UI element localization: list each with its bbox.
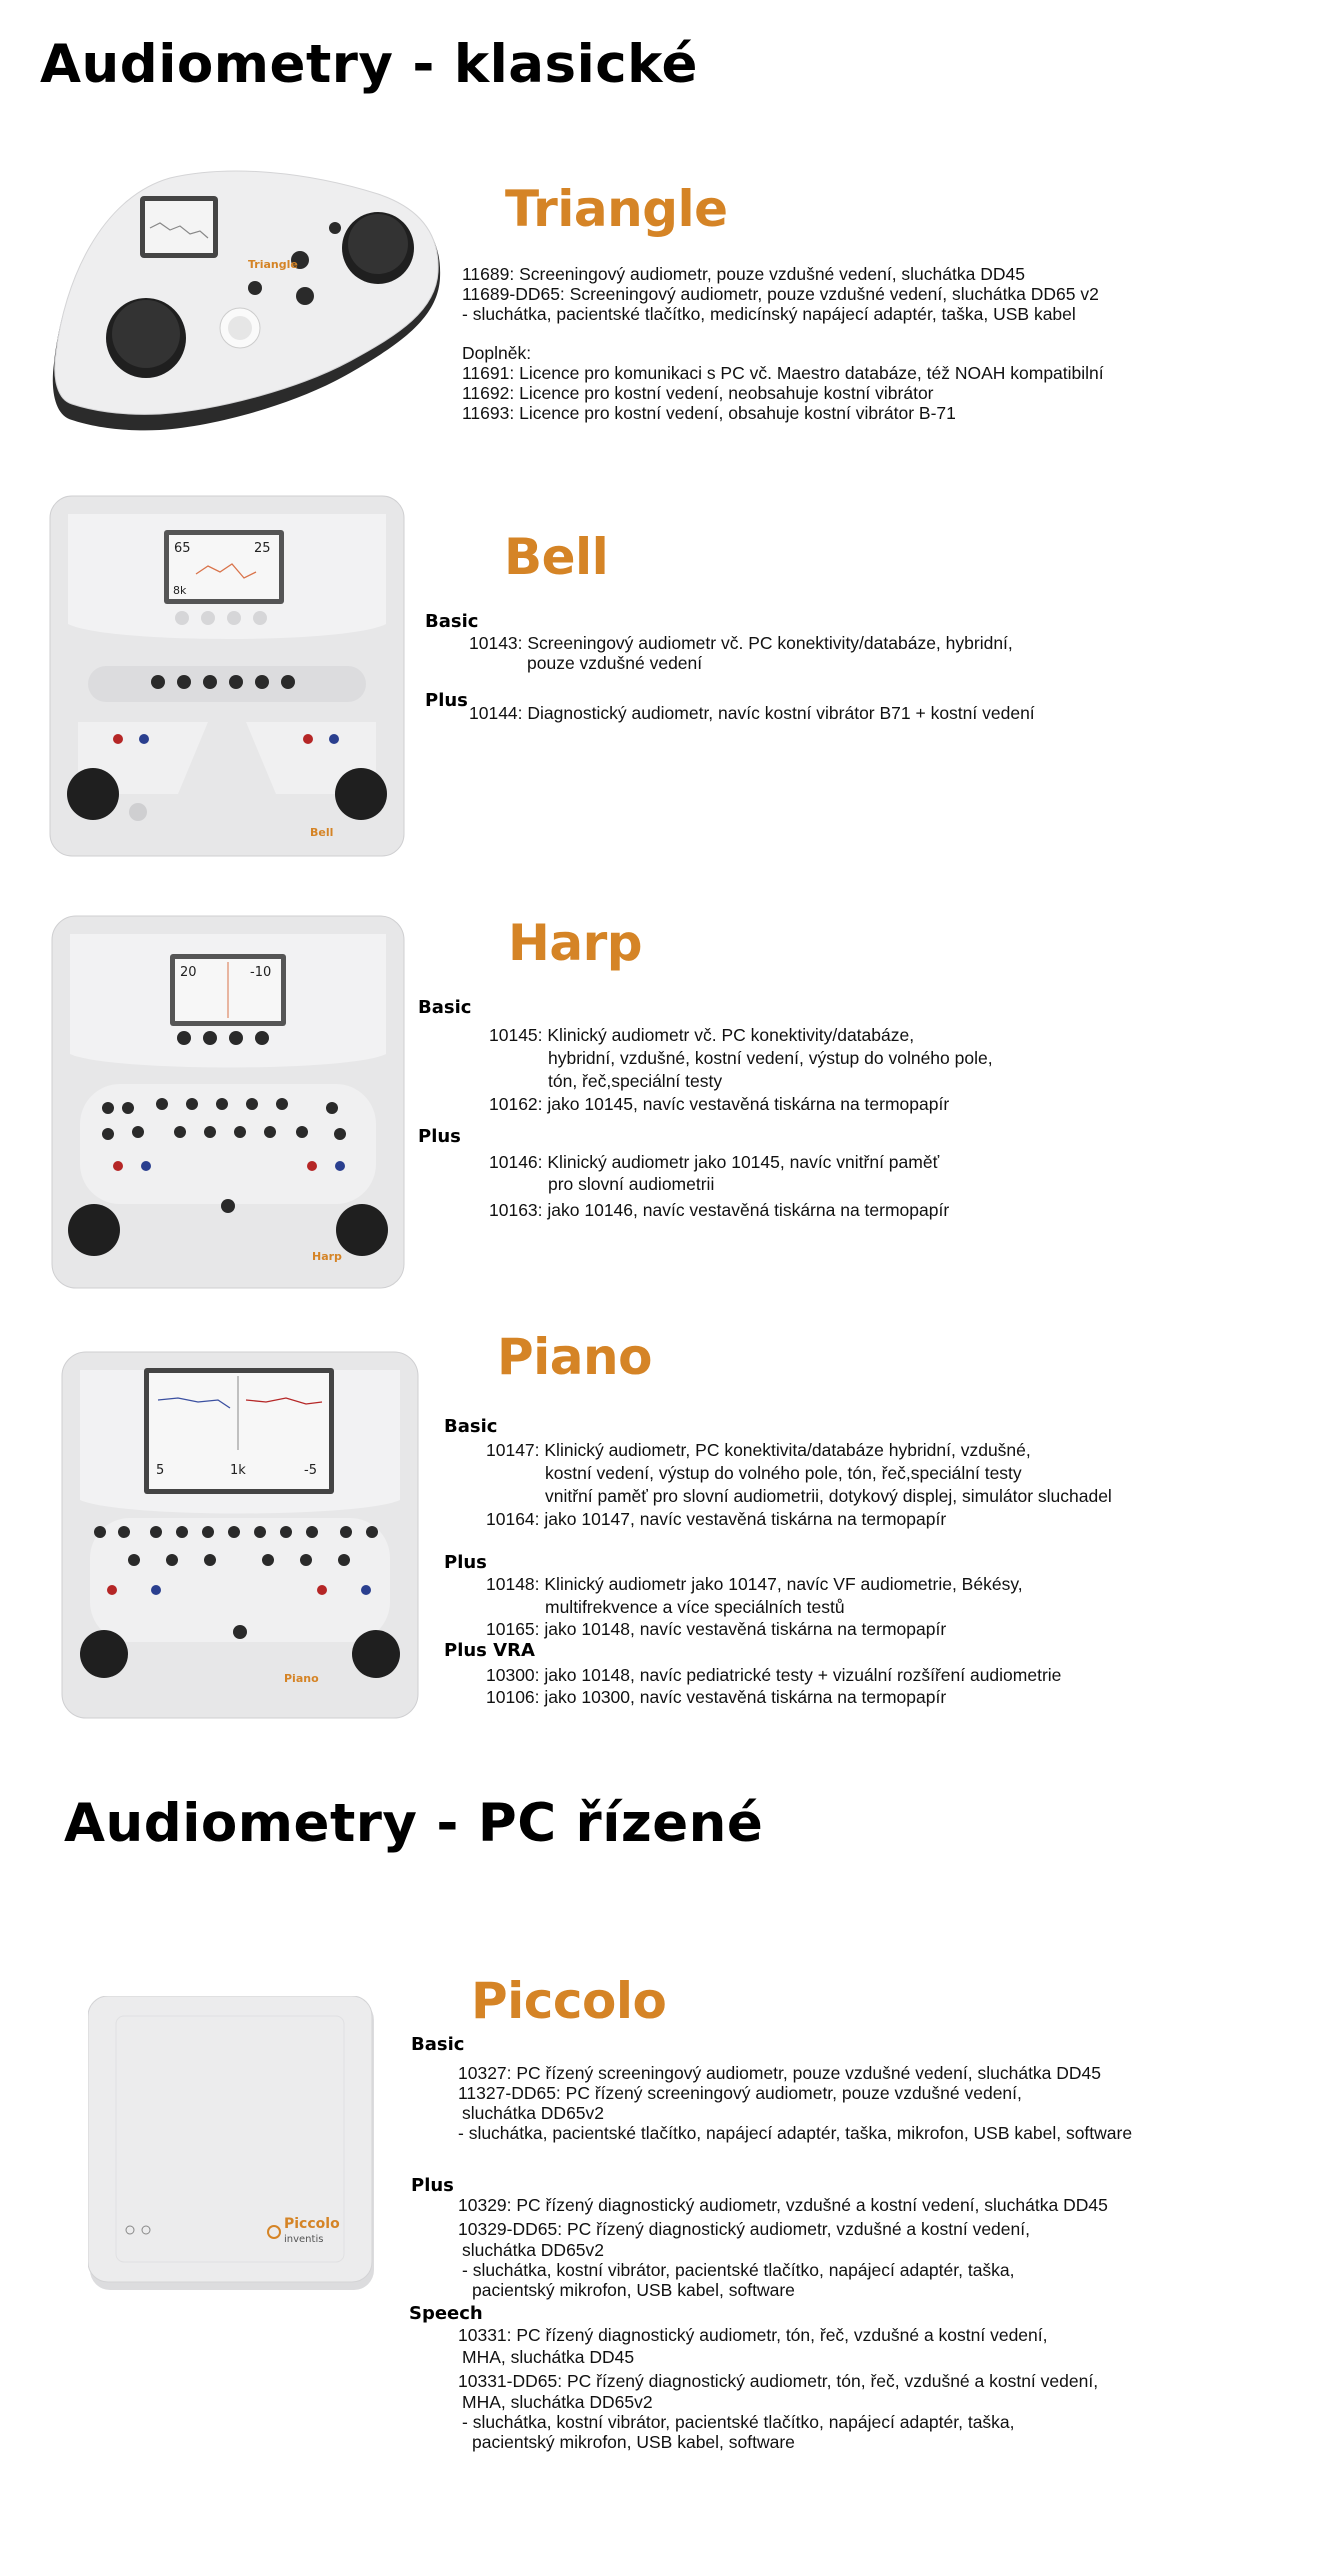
piano-plus-label: Plus xyxy=(444,1552,487,1573)
piccolo-device-image xyxy=(88,1996,376,2292)
bell-device-image xyxy=(48,494,406,858)
piccolo-basic-line: - sluchátka, pacientské tlačítko, napájecí adaptér, taška, mikrofon, USB kabel, software xyxy=(458,2123,1133,2143)
product-title-piccolo: Piccolo xyxy=(471,1972,667,2030)
piccolo-basic-line: 11327-DD65: PC řízený screeningový audiometr, pouze vzdušné vedení, xyxy=(458,2083,1022,2103)
piano-plus-line: multifrekvence a více speciálních testů xyxy=(545,1597,845,1617)
piccolo-speech-line: MHA, sluchátka DD45 xyxy=(462,2347,635,2367)
product-title-triangle: Triangle xyxy=(505,180,728,238)
bell-basic-line: pouze vzdušné vedení xyxy=(527,653,703,673)
piano-basic-line: 10147: Klinický audiometr, PC konektivita/databáze hybridní, vzdušné, xyxy=(486,1440,1031,1460)
piccolo-speech-line: 10331: PC řízený diagnostický audiometr, tón, řeč, vzdušné a kostní vedení, xyxy=(458,2325,1048,2345)
product-title-piano: Piano xyxy=(497,1328,652,1386)
harp-screen-value: 20 xyxy=(180,965,197,980)
bell-plus-label: Plus xyxy=(425,690,468,711)
triangle-line: 11692: Licence pro kostní vedení, neobsahuje kostní vibrátor xyxy=(462,383,934,403)
bell-basic-line: 10143: Screeningový audiometr vč. PC konektivity/databáze, hybridní, xyxy=(469,633,1013,653)
piccolo-device-maker: inventis xyxy=(284,2234,324,2245)
bell-device-brand: Bell xyxy=(310,826,334,839)
bell-plus-line: 10144: Diagnostický audiometr, navíc kostní vibrátor B71 + kostní vedení xyxy=(469,703,1035,723)
triangle-device-brand: Triangle xyxy=(248,258,298,271)
bell-screen-value: 8k xyxy=(173,584,187,597)
piano-screen-value: 1k xyxy=(230,1463,246,1478)
piano-basic-line: kostní vedení, výstup do volného pole, tón, řeč,speciální testy xyxy=(545,1463,1022,1483)
piccolo-basic-label: Basic xyxy=(411,2034,465,2055)
harp-plus-line: pro slovní audiometrii xyxy=(548,1174,715,1194)
harp-basic-line: hybridní, vzdušné, kostní vedení, výstup do volného pole, xyxy=(548,1048,993,1068)
piano-plus-line: 10148: Klinický audiometr jako 10147, navíc VF audiometrie, Békésy, xyxy=(486,1574,1023,1594)
bell-screen-value: 65 xyxy=(174,541,191,556)
harp-plus-label: Plus xyxy=(418,1126,461,1147)
piccolo-plus-line: sluchátka DD65v2 xyxy=(462,2240,605,2260)
piccolo-device-brand: Piccolo xyxy=(284,2216,340,2232)
piano-vra-line: 10300: jako 10148, navíc pediatrické testy + vizuální rozšíření audiometrie xyxy=(486,1665,1062,1685)
piccolo-speech-line: pacientský mikrofon, USB kabel, software xyxy=(472,2432,795,2452)
piccolo-basic-line: 10327: PC řízený screeningový audiometr, pouze vzdušné vedení, sluchátka DD45 xyxy=(458,2063,1102,2083)
section-title-classic: Audiometry - klasické xyxy=(40,34,698,95)
product-title-harp: Harp xyxy=(508,914,643,972)
piano-basic-label: Basic xyxy=(444,1416,498,1437)
piccolo-plus-line: pacientský mikrofon, USB kabel, software xyxy=(472,2280,795,2300)
piano-plus-line: 10165: jako 10148, navíc vestavěná tiskárna na termopapír xyxy=(486,1619,947,1639)
triangle-addon-label: Doplněk: xyxy=(462,343,532,363)
product-title-bell: Bell xyxy=(504,528,609,586)
section-title-pc: Audiometry - PC řízené xyxy=(64,1793,764,1854)
harp-basic-line: 10162: jako 10145, navíc vestavěná tiskárna na termopapír xyxy=(489,1094,950,1114)
bell-screen-value: 25 xyxy=(254,541,271,556)
harp-plus-line: 10146: Klinický audiometr jako 10145, navíc vnitřní paměť xyxy=(489,1152,940,1172)
triangle-device-image xyxy=(50,168,444,432)
piano-screen-value: -5 xyxy=(304,1463,317,1478)
harp-device-brand: Harp xyxy=(312,1250,342,1263)
triangle-line: 11689: Screeningový audiometr, pouze vzdušné vedení, sluchátka DD45 xyxy=(462,264,1025,284)
triangle-line: 11689-DD65: Screeningový audiometr, pouze vzdušné vedení, sluchátka DD65 v2 xyxy=(462,284,1099,304)
piccolo-speech-line: 10331-DD65: PC řízený diagnostický audiometr, tón, řeč, vzdušné a kostní vedení, xyxy=(458,2371,1099,2391)
harp-device-image xyxy=(50,914,406,1290)
piano-basic-line: vnitřní paměť pro slovní audiometrii, dotykový displej, simulátor sluchadel xyxy=(545,1486,1112,1506)
harp-basic-label: Basic xyxy=(418,997,472,1018)
piccolo-basic-line: sluchátka DD65v2 xyxy=(462,2103,605,2123)
piano-screen-value: 5 xyxy=(156,1463,165,1478)
piano-vra-line: 10106: jako 10300, navíc vestavěná tiskárna na termopapír xyxy=(486,1687,947,1707)
harp-screen-value: -10 xyxy=(250,965,272,980)
piano-device-image xyxy=(60,1350,420,1720)
piano-basic-line: 10164: jako 10147, navíc vestavěná tiskárna na termopapír xyxy=(486,1509,947,1529)
triangle-line: 11693: Licence pro kostní vedení, obsahuje kostní vibrátor B-71 xyxy=(462,403,956,423)
piccolo-plus-line: 10329: PC řízený diagnostický audiometr, vzdušné a kostní vedení, sluchátka DD45 xyxy=(458,2195,1108,2215)
piccolo-plus-line: - sluchátka, kostní vibrátor, pacientské tlačítko, napájecí adaptér, taška, xyxy=(462,2260,1015,2280)
triangle-line: - sluchátka, pacientské tlačítko, medicínský napájecí adaptér, taška, USB kabel xyxy=(462,304,1076,324)
triangle-line: 11691: Licence pro komunikaci s PC vč. Maestro databáze, též NOAH kompatibilní xyxy=(462,363,1104,383)
piano-vra-label: Plus VRA xyxy=(444,1640,535,1661)
harp-basic-line: 10145: Klinický audiometr vč. PC konektivity/databáze, xyxy=(489,1025,915,1045)
piano-device-brand: Piano xyxy=(284,1672,319,1685)
piccolo-speech-line: MHA, sluchátka DD65v2 xyxy=(462,2392,653,2412)
harp-basic-line: tón, řeč,speciální testy xyxy=(548,1071,723,1091)
harp-plus-line: 10163: jako 10146, navíc vestavěná tiskárna na termopapír xyxy=(489,1200,950,1220)
piccolo-plus-label: Plus xyxy=(411,2175,454,2196)
bell-basic-label: Basic xyxy=(425,611,479,632)
piccolo-speech-line: - sluchátka, kostní vibrátor, pacientské tlačítko, napájecí adaptér, taška, xyxy=(462,2412,1015,2432)
piccolo-plus-line: 10329-DD65: PC řízený diagnostický audiometr, vzdušné a kostní vedení, xyxy=(458,2219,1030,2239)
piccolo-speech-label: Speech xyxy=(409,2303,483,2324)
